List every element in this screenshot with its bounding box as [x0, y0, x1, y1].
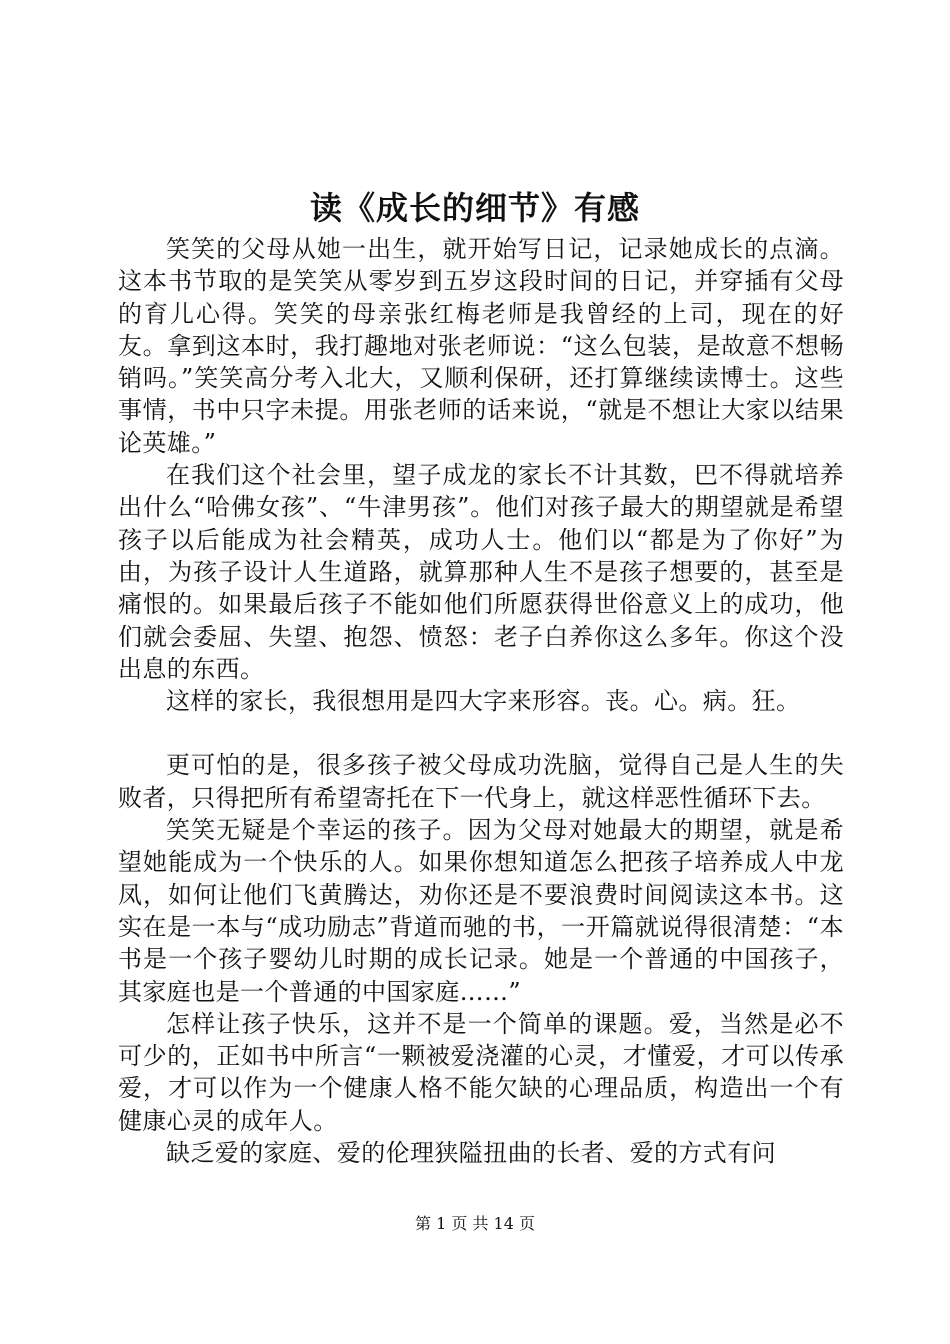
- paragraph: 笑笑的父母从她一出生，就开始写日记，记录她成长的点滴。这本书节取的是笑笑从零岁到五岁这段时间的日记，并穿插有父母的育儿心得。笑笑的母亲张红梅老师是我曾经的上司，现在的好友。拿到这本时，我打趣地对张老师说：“这么包装，是故意不想畅销吗。”笑笑高分考入北大，又顺利保研，还打算继续读博士。这些事情，书中只字未提。用张老师的话来说，“就是不想让大家以结果论英雄。”: [118, 235, 844, 457]
- paragraph: 缺乏爱的家庭、爱的伦理狭隘扭曲的长者、爱的方式有问: [166, 1139, 776, 1168]
- paragraph: 这样的家长，我很想用是四大字来形容。丧。心。病。狂。: [166, 687, 801, 716]
- page-footer: 第 1 页 共 14 页: [415, 1214, 535, 1233]
- paragraph: 更可怕的是，很多孩子被父母成功洗脑，觉得自己是人生的失败者，只得把所有希望寄托在下一代身上，就这样恶性循环下去。: [118, 751, 844, 812]
- paragraph: 笑笑无疑是个幸运的孩子。因为父母对她最大的期望，就是希望她能成为一个快乐的人。如果你想知道怎么把孩子培养成人中龙凤，如何让他们飞黄腾达，劝你还是不要浪费时间阅读这本书。这实在是一本与“成功励志”背道而驰的书，一开篇就说得很清楚：“本书是一个孩子婴幼儿时期的成长记录。她是一个普通的中国孩子，其家庭也是一个普通的中国家庭……”: [118, 816, 844, 1006]
- document-body: [118, 233, 844, 1169]
- paragraph: 怎样让孩子快乐，这并不是一个简单的课题。爱，当然是必不可少的，正如书中所言“一颗被爱浇灌的心灵，才懂爱，才可以传承爱，才可以作为一个健康人格不能欠缺的心理品质，构造出一个有健康心灵的成年人。: [118, 1009, 844, 1135]
- document-title: 读《成长的细节》有感: [309, 189, 640, 227]
- paragraph: 在我们这个社会里，望子成龙的家长不计其数，巴不得就培养出什么“哈佛女孩”、“牛津男孩”。他们对孩子最大的期望就是希望孩子以后能成为社会精英，成功人士。他们以“都是为了你好”为由，为孩子设计人生道路，就算那种人生不是孩子想要的，甚至是痛恨的。如果最后孩子不能如他们所愿获得世俗意义上的成功，他们就会委屈、失望、抱怨、愤怒：老子白养你这么多年。你这个没出息的东西。: [118, 461, 844, 683]
